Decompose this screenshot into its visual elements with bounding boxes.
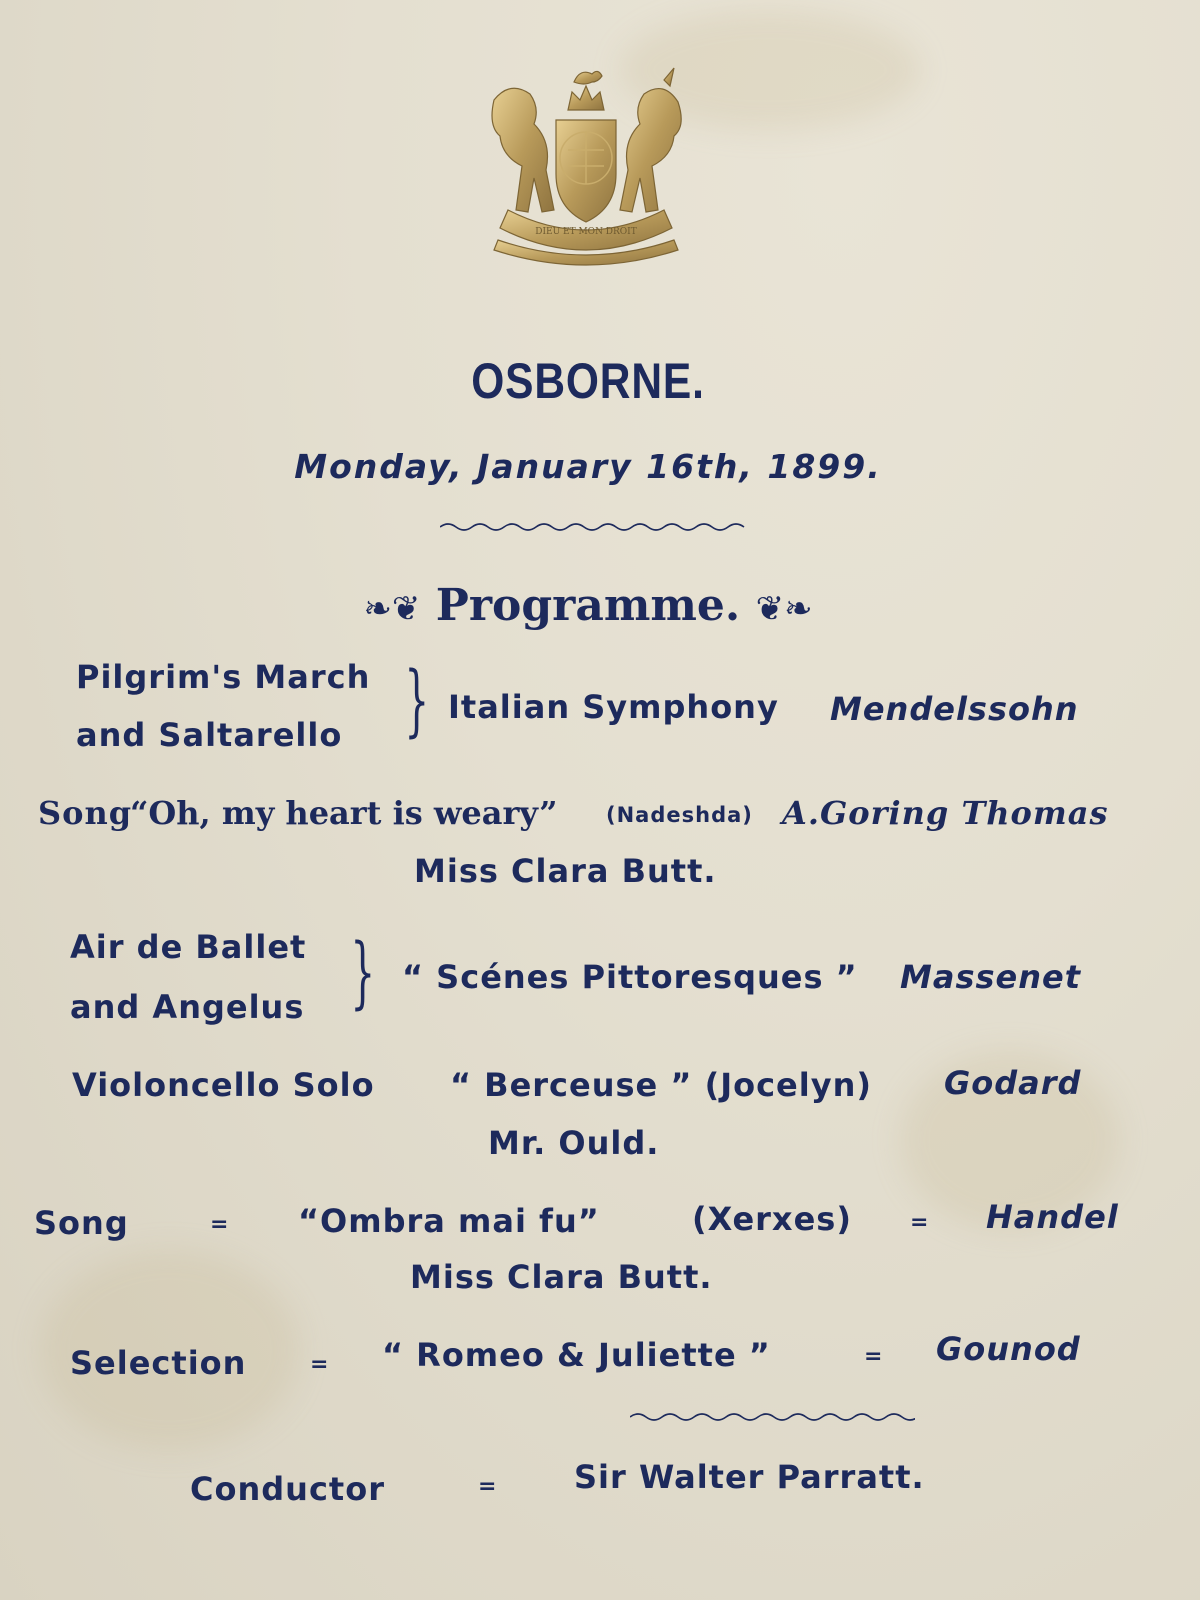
- item-1-piece-line2: and Saltarello: [76, 716, 343, 754]
- item-4-composer: Godard: [944, 1064, 1082, 1102]
- item-3-piece-line1: Air de Ballet: [70, 928, 307, 966]
- item-2-title: “Oh, my heart is weary”: [130, 794, 558, 832]
- item-2-composer: A.Goring Thomas: [782, 794, 1109, 832]
- item-3-composer: Massenet: [900, 958, 1082, 996]
- conductor-name: Sir Walter Parratt.: [574, 1458, 925, 1496]
- item-5-composer: Handel: [986, 1198, 1119, 1236]
- programme-heading-text: Programme.: [435, 580, 741, 631]
- item-3-brace: }: [350, 928, 376, 1018]
- item-1-piece-line1: Pilgrim's March: [76, 658, 371, 696]
- item-2-opera: (Nadeshda): [606, 803, 753, 827]
- right-ornament-icon: ❦❧: [755, 589, 813, 629]
- item-5-title: “Ombra mai fu”: [298, 1202, 600, 1240]
- page-title: OSBORNE.: [471, 353, 705, 409]
- royal-coat-of-arms-icon: [468, 40, 704, 276]
- item-6-composer: Gounod: [936, 1330, 1081, 1368]
- item-1-work: Italian Symphony: [448, 688, 779, 726]
- left-ornament-icon: ❧❦: [363, 589, 421, 629]
- item-3-work: “ Scénes Pittoresques ”: [402, 958, 858, 996]
- item-6-label: Selection: [70, 1344, 247, 1382]
- item-1-brace: }: [404, 656, 430, 746]
- item-5-label: Song: [34, 1204, 129, 1242]
- item-6-separator-2: =: [864, 1344, 883, 1369]
- event-date: Monday, January 16th, 1899.: [294, 447, 882, 486]
- item-5-separator-2: =: [910, 1210, 929, 1235]
- programme-heading: [0, 580, 1176, 631]
- item-3-piece-line2: and Angelus: [70, 988, 305, 1026]
- decorative-divider-icon: [440, 520, 750, 534]
- item-4-title: “ Berceuse ” (Jocelyn): [450, 1066, 872, 1104]
- item-4-performer: Mr. Ould.: [488, 1124, 660, 1162]
- item-4-label: Violoncello Solo: [72, 1066, 375, 1104]
- item-5-separator-1: =: [210, 1212, 229, 1237]
- conductor-label: Conductor: [190, 1470, 385, 1508]
- decorative-divider-icon: [630, 1410, 915, 1424]
- item-2-performer: Miss Clara Butt.: [414, 852, 717, 890]
- svg-text:DIEU ET MON DROIT: DIEU ET MON DROIT: [535, 227, 637, 237]
- item-5-performer: Miss Clara Butt.: [410, 1258, 713, 1296]
- item-6-title: “ Romeo & Juliette ”: [382, 1336, 771, 1374]
- item-1-composer: Mendelssohn: [830, 690, 1079, 728]
- item-2-label: Song: [38, 794, 133, 832]
- item-5-opera: (Xerxes): [692, 1200, 852, 1238]
- item-6-separator-1: =: [310, 1352, 329, 1377]
- conductor-separator: =: [478, 1474, 497, 1499]
